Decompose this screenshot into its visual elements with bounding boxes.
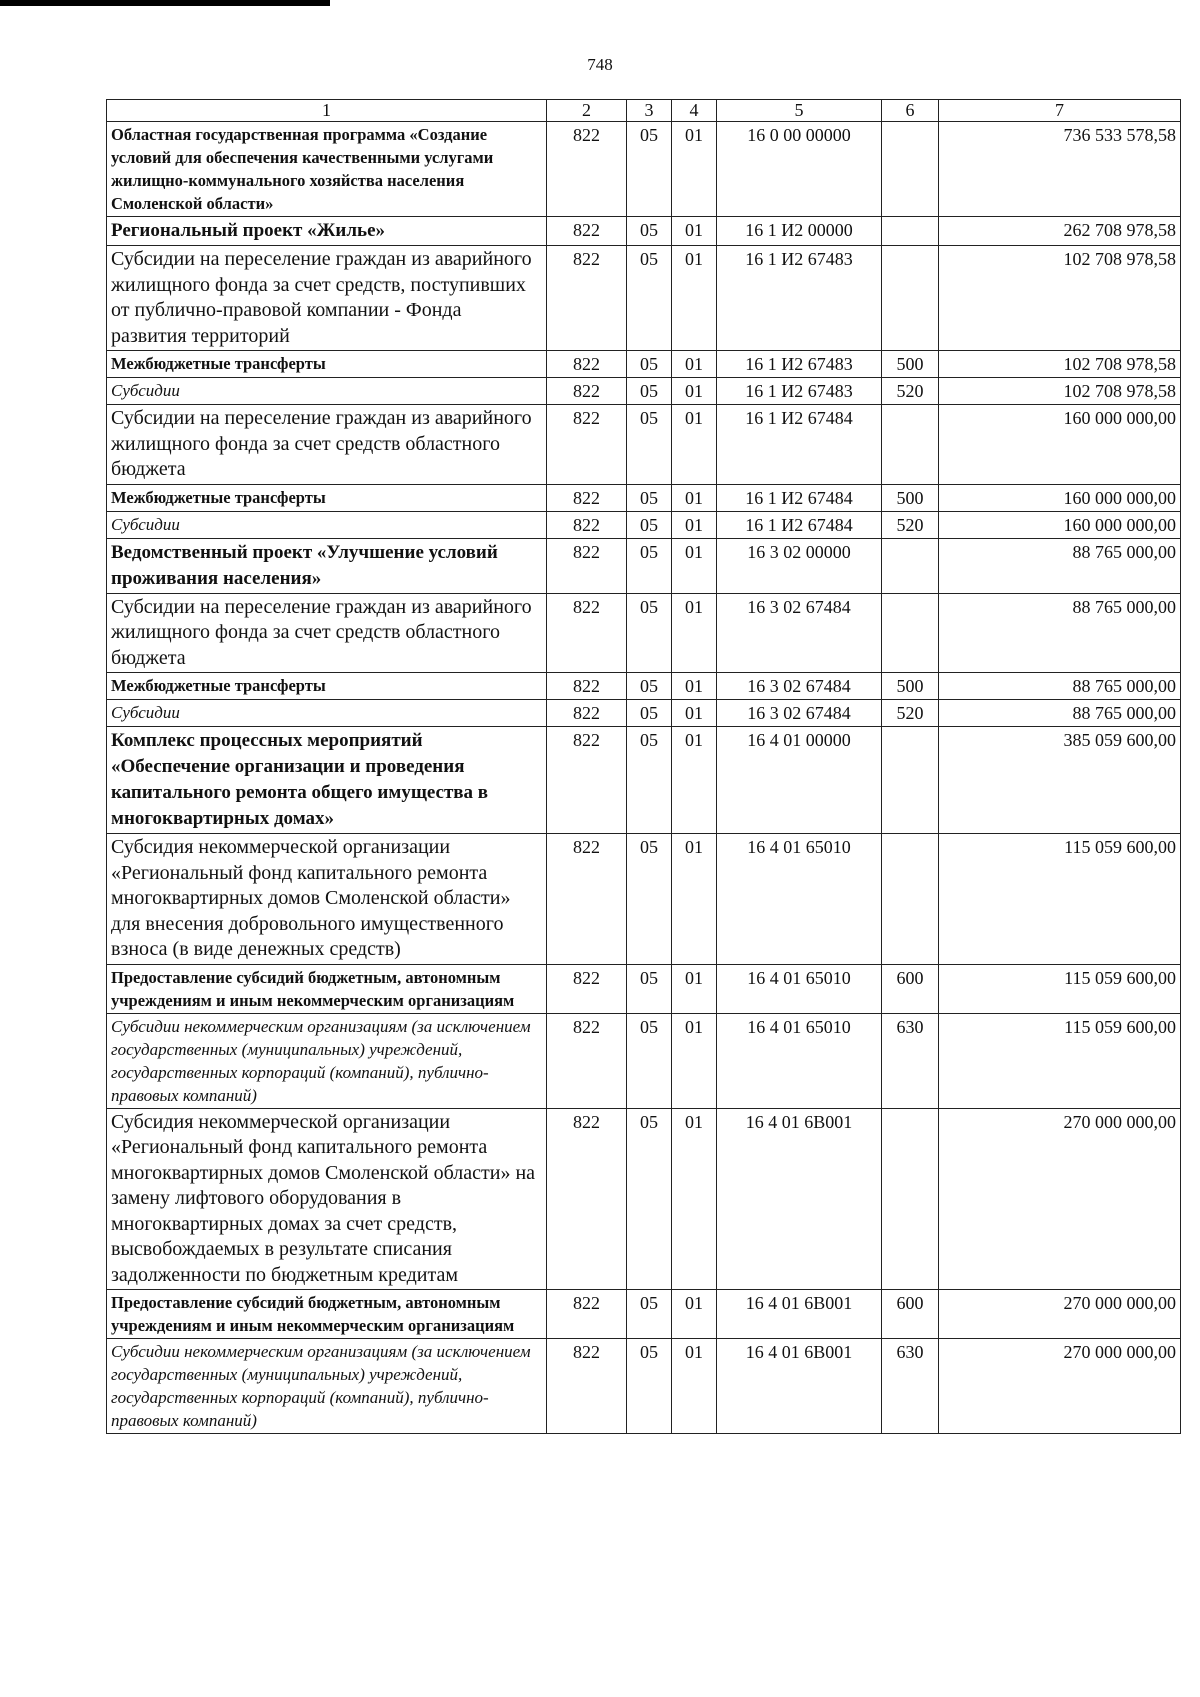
table-row (107, 593, 1181, 673)
section-cell: 05 (627, 700, 672, 727)
expense-type-cell (882, 122, 939, 217)
row-name-cell: Субсидии некоммерческим организациям (за исключением государственных (муниципальных) учреждений, государственных корпораций (компаний), публично-правовых компаний) (107, 1339, 547, 1434)
section-cell: 05 (627, 1339, 672, 1434)
section-cell: 05 (627, 351, 672, 378)
row-name-cell: Комплекс процессных мероприятий «Обеспечение организации и проведения капитального ремонта общего имущества в многоквартирных домах» (107, 727, 547, 834)
admin-code-cell: 822 (547, 511, 627, 538)
section-cell: 05 (627, 378, 672, 405)
amount-cell: 270 000 000,00 (939, 1108, 1181, 1290)
col-header: 3 (627, 100, 672, 122)
expense-type-cell: 520 (882, 511, 939, 538)
subsection-cell: 01 (672, 700, 717, 727)
amount-cell: 115 059 600,00 (939, 964, 1181, 1013)
target-article-cell: 16 3 02 00000 (717, 538, 882, 593)
section-cell: 05 (627, 1013, 672, 1108)
admin-code-cell: 822 (547, 593, 627, 673)
subsection-cell: 01 (672, 511, 717, 538)
amount-cell: 88 765 000,00 (939, 538, 1181, 593)
amount-cell: 270 000 000,00 (939, 1339, 1181, 1434)
table-row (107, 1290, 1181, 1339)
subsection-cell: 01 (672, 217, 717, 246)
section-cell: 05 (627, 1290, 672, 1339)
expense-type-cell (882, 1108, 939, 1290)
row-name-cell: Предоставление субсидий бюджетным, автономным учреждениям и иным некоммерческим организациям (107, 1290, 547, 1339)
row-name-cell: Межбюджетные трансферты (107, 484, 547, 511)
expense-type-cell: 500 (882, 673, 939, 700)
admin-code-cell: 822 (547, 964, 627, 1013)
scan-edge-mark (0, 0, 330, 6)
admin-code-cell: 822 (547, 727, 627, 834)
col-header: 1 (107, 100, 547, 122)
table-row (107, 122, 1181, 217)
section-cell: 05 (627, 834, 672, 965)
target-article-cell: 16 4 01 6В001 (717, 1108, 882, 1290)
row-name-cell: Субсидии (107, 700, 547, 727)
col-header: 4 (672, 100, 717, 122)
amount-cell: 160 000 000,00 (939, 484, 1181, 511)
budget-table (106, 99, 1181, 1434)
subsection-cell: 01 (672, 405, 717, 485)
row-name-cell: Межбюджетные трансферты (107, 351, 547, 378)
amount-cell: 102 708 978,58 (939, 351, 1181, 378)
table-row (107, 964, 1181, 1013)
table-row (107, 1013, 1181, 1108)
subsection-cell: 01 (672, 1290, 717, 1339)
target-article-cell: 16 1 И2 67483 (717, 246, 882, 351)
row-name-cell: Субсидии некоммерческим организациям (за исключением государственных (муниципальных) учреждений, государственных корпораций (компаний), публично-правовых компаний) (107, 1013, 547, 1108)
section-cell: 05 (627, 246, 672, 351)
row-name-cell: Субсидии на переселение граждан из аварийного жилищного фонда за счет средств областного бюджета (107, 405, 547, 485)
row-name-cell: Субсидия некоммерческой организации «Региональный фонд капитального ремонта многоквартирных домов Смоленской области» на замену лифтового оборудования в многоквартирных домах за счет средств, высвобождаемых в результате списания задолженности по бюджетным кредитам (107, 1108, 547, 1290)
row-name-cell: Субсидии (107, 511, 547, 538)
subsection-cell: 01 (672, 834, 717, 965)
table-row (107, 511, 1181, 538)
target-article-cell: 16 1 И2 00000 (717, 217, 882, 246)
admin-code-cell: 822 (547, 538, 627, 593)
amount-cell: 88 765 000,00 (939, 593, 1181, 673)
target-article-cell: 16 3 02 67484 (717, 593, 882, 673)
admin-code-cell: 822 (547, 673, 627, 700)
target-article-cell: 16 1 И2 67484 (717, 511, 882, 538)
section-cell: 05 (627, 511, 672, 538)
admin-code-cell: 822 (547, 217, 627, 246)
section-cell: 05 (627, 484, 672, 511)
expense-type-cell (882, 593, 939, 673)
expense-type-cell (882, 834, 939, 965)
row-name-cell: Субсидии (107, 378, 547, 405)
expense-type-cell: 600 (882, 1290, 939, 1339)
section-cell: 05 (627, 673, 672, 700)
subsection-cell: 01 (672, 122, 717, 217)
subsection-cell: 01 (672, 1339, 717, 1434)
header-row (107, 100, 1181, 122)
row-name-cell: Ведомственный проект «Улучшение условий проживания населения» (107, 538, 547, 593)
amount-cell: 385 059 600,00 (939, 727, 1181, 834)
table-row (107, 673, 1181, 700)
target-article-cell: 16 4 01 00000 (717, 727, 882, 834)
table-row (107, 834, 1181, 965)
expense-type-cell (882, 246, 939, 351)
row-name-cell: Субсидия некоммерческой организации «Региональный фонд капитального ремонта многоквартирных домов Смоленской области» для внесения добровольного имущественного взноса (в виде денежных средств) (107, 834, 547, 965)
admin-code-cell: 822 (547, 1290, 627, 1339)
section-cell: 05 (627, 1108, 672, 1290)
target-article-cell: 16 4 01 65010 (717, 964, 882, 1013)
target-article-cell: 16 4 01 65010 (717, 834, 882, 965)
table-row (107, 727, 1181, 834)
table-row (107, 217, 1181, 246)
subsection-cell: 01 (672, 593, 717, 673)
admin-code-cell: 822 (547, 1108, 627, 1290)
row-name-cell: Предоставление субсидий бюджетным, автономным учреждениям и иным некоммерческим организациям (107, 964, 547, 1013)
expense-type-cell (882, 538, 939, 593)
target-article-cell: 16 4 01 6В001 (717, 1290, 882, 1339)
subsection-cell: 01 (672, 673, 717, 700)
col-header: 7 (939, 100, 1181, 122)
expense-type-cell: 630 (882, 1013, 939, 1108)
target-article-cell: 16 3 02 67484 (717, 673, 882, 700)
amount-cell: 262 708 978,58 (939, 217, 1181, 246)
subsection-cell: 01 (672, 538, 717, 593)
row-name-cell: Областная государственная программа «Создание условий для обеспечения качественными услугами жилищно-коммунального хозяйства населения Смоленской области» (107, 122, 547, 217)
expense-type-cell: 500 (882, 351, 939, 378)
expense-type-cell: 520 (882, 700, 939, 727)
amount-cell: 102 708 978,58 (939, 246, 1181, 351)
col-header: 6 (882, 100, 939, 122)
section-cell: 05 (627, 727, 672, 834)
table-row (107, 1339, 1181, 1434)
target-article-cell: 16 0 00 00000 (717, 122, 882, 217)
subsection-cell: 01 (672, 1013, 717, 1108)
table-row (107, 378, 1181, 405)
expense-type-cell: 600 (882, 964, 939, 1013)
row-name-cell: Региональный проект «Жилье» (107, 217, 547, 246)
section-cell: 05 (627, 217, 672, 246)
section-cell: 05 (627, 122, 672, 217)
page-number: 748 (587, 55, 613, 74)
admin-code-cell: 822 (547, 405, 627, 485)
table-row (107, 700, 1181, 727)
target-article-cell: 16 3 02 67484 (717, 700, 882, 727)
target-article-cell: 16 1 И2 67483 (717, 351, 882, 378)
section-cell: 05 (627, 593, 672, 673)
col-header: 2 (547, 100, 627, 122)
amount-cell: 160 000 000,00 (939, 405, 1181, 485)
table-row (107, 405, 1181, 485)
target-article-cell: 16 4 01 65010 (717, 1013, 882, 1108)
section-cell: 05 (627, 964, 672, 1013)
admin-code-cell: 822 (547, 1339, 627, 1434)
expense-type-cell: 500 (882, 484, 939, 511)
table-row (107, 484, 1181, 511)
table-row (107, 351, 1181, 378)
subsection-cell: 01 (672, 1108, 717, 1290)
amount-cell: 88 765 000,00 (939, 673, 1181, 700)
row-name-cell: Субсидии на переселение граждан из аварийного жилищного фонда за счет средств областного бюджета (107, 593, 547, 673)
table-row (107, 1108, 1181, 1290)
admin-code-cell: 822 (547, 700, 627, 727)
subsection-cell: 01 (672, 378, 717, 405)
admin-code-cell: 822 (547, 834, 627, 965)
expense-type-cell (882, 405, 939, 485)
expense-type-cell: 520 (882, 378, 939, 405)
target-article-cell: 16 4 01 6В001 (717, 1339, 882, 1434)
admin-code-cell: 822 (547, 378, 627, 405)
subsection-cell: 01 (672, 484, 717, 511)
expense-type-cell: 630 (882, 1339, 939, 1434)
expense-type-cell (882, 217, 939, 246)
target-article-cell: 16 1 И2 67484 (717, 405, 882, 485)
admin-code-cell: 822 (547, 484, 627, 511)
section-cell: 05 (627, 538, 672, 593)
col-header: 5 (717, 100, 882, 122)
section-cell: 05 (627, 405, 672, 485)
amount-cell: 115 059 600,00 (939, 834, 1181, 965)
subsection-cell: 01 (672, 727, 717, 834)
target-article-cell: 16 1 И2 67483 (717, 378, 882, 405)
row-name-cell: Межбюджетные трансферты (107, 673, 547, 700)
target-article-cell: 16 1 И2 67484 (717, 484, 882, 511)
amount-cell: 736 533 578,58 (939, 122, 1181, 217)
amount-cell: 160 000 000,00 (939, 511, 1181, 538)
amount-cell: 270 000 000,00 (939, 1290, 1181, 1339)
subsection-cell: 01 (672, 351, 717, 378)
amount-cell: 115 059 600,00 (939, 1013, 1181, 1108)
admin-code-cell: 822 (547, 1013, 627, 1108)
admin-code-cell: 822 (547, 246, 627, 351)
subsection-cell: 01 (672, 964, 717, 1013)
admin-code-cell: 822 (547, 351, 627, 378)
amount-cell: 102 708 978,58 (939, 378, 1181, 405)
row-name-cell: Субсидии на переселение граждан из аварийного жилищного фонда за счет средств, поступивших от публично-правовой компании - Фонда развития территорий (107, 246, 547, 351)
table-row (107, 538, 1181, 593)
amount-cell: 88 765 000,00 (939, 700, 1181, 727)
expense-type-cell (882, 727, 939, 834)
subsection-cell: 01 (672, 246, 717, 351)
table-row (107, 246, 1181, 351)
admin-code-cell: 822 (547, 122, 627, 217)
